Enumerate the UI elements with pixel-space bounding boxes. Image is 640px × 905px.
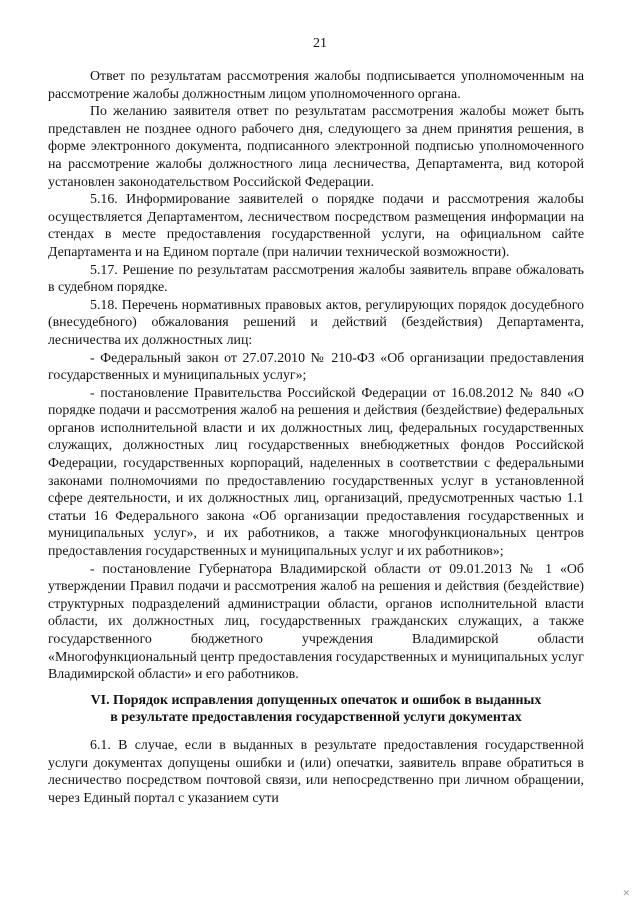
list-item-governor-decree: - постановление Губернатора Владимирской области от 09.01.2013 № 1 «Об утверждении Правил подачи и рассмотрения жалоб на решения и действия (бездействие) структурных подразделений администрации области, органов исполнительной власти области, их должностных лиц, государственных гражданских служащих, а также государственного бюджетного учреждения Владимирской области «Многофункциональный центр предоставления государственных и муниципальных услуг Владимирской области» и его работников. <box>48 561 584 683</box>
list-item-government-decree: - постановление Правительства Российской Федерации от 16.08.2012 № 840 «О порядке подачи и рассмотрения жалоб на решения и действия (бездействие) федеральных органов исполнительной власти и их должностных лиц, федеральных государственных служащих, должностных лиц государственных внебюджетных фондов Российской Федерации, государственных корпораций, наделенных в соответствии с федеральными законами полномочиями по предоставлению государственных услуг в установленной сфере деятельности, и их должностных лиц, организаций, предусмотренных частью 1.1 статьи 16 Федерального закона «Об организации предоставления государственных и муниципальных услуг», и их работников, а также многофункциональных центров предоставления государственных и муниципальных услуг и их работников»; <box>48 385 584 560</box>
paragraph-5-18: 5.18. Перечень нормативных правовых актов, регулирующих порядок досудебного (внесудебного) обжалования решений и действий (бездействия) Департамента, лесничества их должностных лиц: <box>48 297 584 348</box>
list-item-federal-law: - Федеральный закон от 27.07.2010 № 210-ФЗ «Об организации предоставления государственных и муниципальных услуг»; <box>48 350 584 384</box>
corner-mark: ✕ <box>622 889 630 899</box>
document-body <box>48 68 584 807</box>
paragraph-response-signature: Ответ по результатам рассмотрения жалобы подписывается уполномоченным на рассмотрение жалобы должностным лицом уполномоченного органа. <box>48 69 584 102</box>
paragraph-5-17: 5.17. Решение по результатам рассмотрения жалобы заявитель вправе обжаловать в судебном порядке. <box>48 262 584 296</box>
section-heading-line-2: в результате предоставления государственной услуги документах <box>110 710 522 726</box>
paragraph-6-1: 6.1. В случае, если в выданных в результате предоставления государственной услуги документах допущены ошибки и (или) опечатки, заявитель вправе обратиться в лесничество посредством почтовой связи, или непосредственно при личном обращении, через Единый портал с указанием сути <box>48 737 584 806</box>
section-heading <box>48 692 584 727</box>
section-heading-line-1: VI. Порядок исправления допущенных опечаток и ошибок в выданных <box>90 692 542 708</box>
paragraph-electronic-response: По желанию заявителя ответ по результатам рассмотрения жалобы может быть представлен не позднее одного рабочего дня, следующего за днем принятия решения, в форме электронного документа, подписанного электронной подписью уполномоченного на рассмотрение жалобы должностного лица лесничества, Департамента, вид которой установлен законодательством Российской Федерации. <box>48 104 584 190</box>
page-number: 21 <box>313 36 327 51</box>
paragraph-5-16: 5.16. Информирование заявителей о порядке подачи и рассмотрения жалобы осуществляется Департаментом, лесничеством посредством размещения информации на стендах в месте предоставления государственной услуги, на официальном сайте Департамента и на Едином портале (при наличии технической возможности). <box>48 192 584 260</box>
